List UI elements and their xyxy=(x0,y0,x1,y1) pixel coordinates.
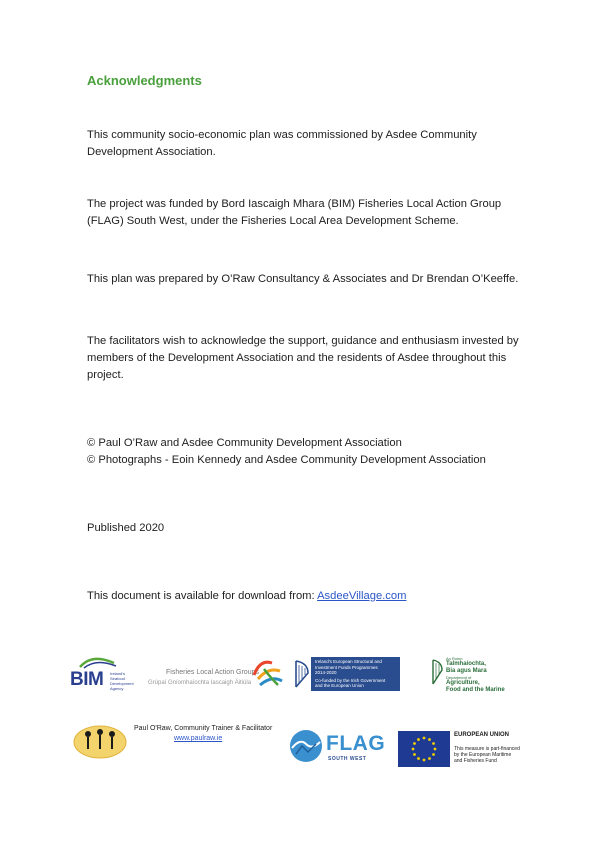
copyright-line-1: © Paul O’Raw and Asdee Community Development Association xyxy=(87,437,402,449)
bim-wordmark: BIM xyxy=(70,669,104,690)
esif-logo xyxy=(291,657,400,691)
agriculture-line-2: Talmhaíochta, xyxy=(446,661,486,667)
flag-groups-logo xyxy=(146,657,286,691)
esif-line-2: Investment Funds Programmes xyxy=(315,664,378,670)
harp-icon xyxy=(293,659,311,689)
esif-line-1: Ireland's European Structural and xyxy=(315,659,382,664)
published-line: Published 2020 xyxy=(87,522,165,534)
eu-star-icon xyxy=(413,742,416,745)
esif-line-4: Co-funded by the Irish Government xyxy=(315,677,386,683)
agriculture-line-4: Department of xyxy=(446,675,472,680)
bim-wave-icon xyxy=(78,655,118,669)
flag-groups-line-2: Grúpaí Gníomhaíochta Iascaigh Áitiúla xyxy=(148,680,252,686)
eu-star-icon xyxy=(423,737,426,740)
eu-line-1: This measure is part-financed xyxy=(454,746,520,752)
bim-logo xyxy=(70,655,140,695)
funding-paragraph: The project was funded by Bord Iascaigh Mhara (BIM) Fisheries Local Action Group (FLAG) South West, under the Fisheries Local Area Development Scheme. xyxy=(87,198,502,227)
esif-line-5: and the European Union xyxy=(315,683,364,688)
commissioned-paragraph: This community socio-economic plan was commissioned by Asdee Community Development Association. xyxy=(87,129,477,158)
paul-oraw-title: Paul O'Raw, Community Trainer & Facilitator xyxy=(134,725,273,732)
community-figures-icon xyxy=(72,722,128,760)
eu-star-icon xyxy=(434,748,437,751)
agriculture-logo xyxy=(430,656,510,694)
flag-wordmark: FLAG xyxy=(326,732,386,755)
eu-star-icon xyxy=(417,757,420,760)
eu-star-icon xyxy=(428,757,431,760)
eu-star-icon xyxy=(432,742,435,745)
flag-south-west-logo xyxy=(288,728,384,766)
download-link[interactable]: AsdeeVillage.com xyxy=(317,590,407,602)
prepared-by-paragraph: This plan was prepared by O’Raw Consultancy & Associates and Dr Brendan O’Keeffe. xyxy=(87,273,519,285)
eu-star-icon xyxy=(412,748,415,751)
eu-star-icon xyxy=(428,738,431,741)
eu-star-icon xyxy=(417,738,420,741)
eu-line-3: and Fisheries Fund xyxy=(454,758,497,764)
flag-subtitle: SOUTH WEST xyxy=(328,756,367,762)
harp-icon xyxy=(430,658,444,688)
european-union-logo xyxy=(398,730,528,768)
flag-groups-line-1: Fisheries Local Action Groups xyxy=(166,669,259,676)
eu-star-icon xyxy=(432,753,435,756)
flag-swirl-icon xyxy=(250,657,284,689)
agriculture-line-1: An Roinn xyxy=(446,656,463,661)
esif-line-3: 2014-2020 xyxy=(315,670,337,675)
paul-oraw-website-link[interactable]: www.paulraw.ie xyxy=(174,735,223,742)
esif-panel xyxy=(311,657,400,691)
download-text: This document is available for download from: xyxy=(87,590,318,602)
page-heading: Acknowledgments xyxy=(87,73,202,88)
copyright-line-2: © Photographs - Eoin Kennedy and Asdee Community Development Association xyxy=(87,454,486,466)
agriculture-line-5: Agriculture, xyxy=(446,680,480,686)
flag-globe-icon xyxy=(288,728,324,764)
agriculture-line-3: Bia agus Mara xyxy=(446,668,487,674)
eu-flag-icon xyxy=(398,731,450,767)
bim-subtitle: Ireland's Seafood Development Agency xyxy=(110,671,134,691)
download-line xyxy=(87,588,527,605)
agriculture-line-6: Food and the Marine xyxy=(446,687,505,693)
eu-line-2: by the European Maritime xyxy=(454,752,512,758)
eu-title: EUROPEAN UNION xyxy=(454,732,510,738)
facilitators-paragraph: The facilitators wish to acknowledge the support, guidance and enthusiasm invested by members of the Development Association and the residents of Asdee throughout this project. xyxy=(87,335,519,381)
paul-oraw-logo xyxy=(72,722,282,762)
eu-star-icon xyxy=(423,759,426,762)
eu-star-icon xyxy=(413,753,416,756)
